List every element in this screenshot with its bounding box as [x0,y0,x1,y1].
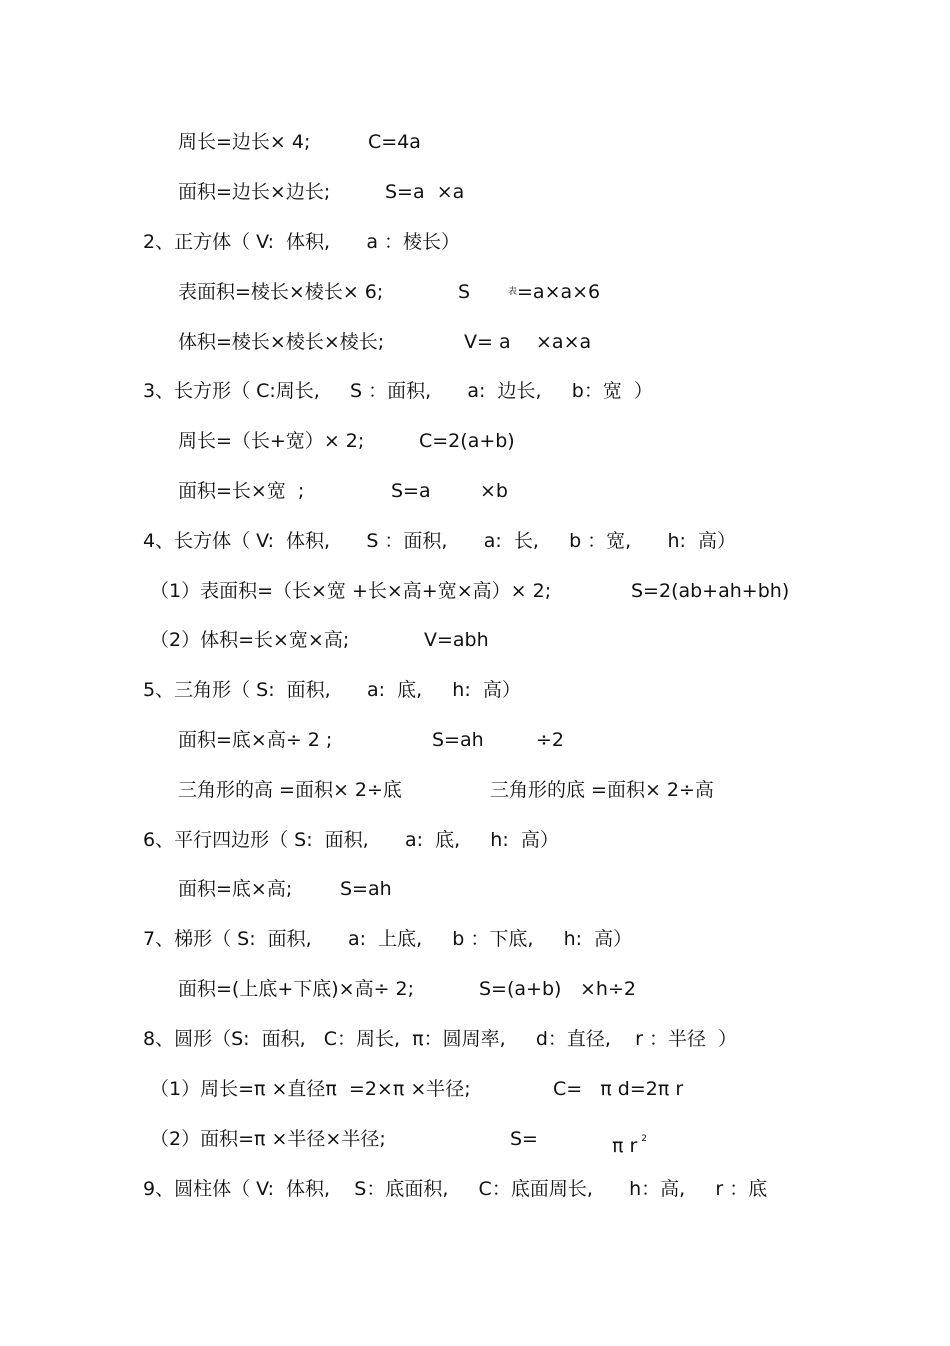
section-heading-text: 8、圆形（S: 面积, C：周长, π：圆周率, d：直径, r ：半径 ） [143,1028,738,1050]
formula-expression-tail: ×b [480,480,508,502]
formula-expression-tail: ÷2 [536,729,565,751]
squared-superscript: 2 [641,1134,648,1144]
triangle-heading [143,675,521,705]
formula-text: 周长=（长+宽）× 2; [178,430,365,452]
cube-surface-line [178,277,601,307]
section-heading-text: 9、圆柱体（ V: 体积, S：底面积, C：底面周长, h：高, r ：底 [143,1178,768,1200]
square-perimeter-line [178,127,421,157]
formula-text: （2）体积=长×宽×高; [150,629,350,651]
parallelogram-area-line [178,874,392,904]
formula-expression: V= a [464,331,511,353]
formula-text: 面积=边长×边长; [178,181,331,203]
section-heading-text: 6、平行四边形（ S: 面积, a: 底, h: 高） [143,829,559,851]
cuboid-heading [143,526,736,556]
cuboid-surface-line [150,576,790,606]
formula-text-second: 三角形的底 =面积× 2÷高 [490,779,714,801]
formula-text: （1）表面积=（长×宽 +长×高+宽×高）× 2; [150,580,552,602]
formula-expression: S=(a+b) [479,978,562,1000]
section-heading-text: 7、梯形（ S: 面积, a: 上底, b ：下底, h: 高） [143,928,633,950]
triangle-derived-line [178,775,714,805]
formula-text: 周长=边长× 4; [178,131,311,153]
formula-expression: S=2(ab+ah+bh) [631,580,790,602]
formula-expression: S= [510,1128,538,1150]
circle-perimeter-line [150,1074,684,1104]
cube-heading [143,227,461,257]
formula-expression: S=a ×a [385,181,465,203]
formula-expression: S [458,281,471,303]
formula-expression: S=ah [432,729,484,751]
trapezoid-area-line [178,974,636,1004]
formula-text: 三角形的高 =面积× 2÷底 [178,779,402,801]
formula-expression: V=abh [424,629,489,651]
formula-expression-tail: ×a×a [536,331,592,353]
cylinder-heading [143,1174,768,1204]
rectangle-area-line [178,476,508,506]
circle-area-line [150,1124,648,1157]
rectangle-perimeter-line [178,426,515,456]
circle-heading [143,1024,738,1054]
formula-expression: S=a [391,480,431,502]
formula-text: 体积=棱长×棱长×棱长; [178,331,385,353]
formula-expression-tail: ×h÷2 [580,978,636,1000]
subscript-label: 表 [508,287,518,297]
formula-text: 面积=(上底+下底)×高÷ 2; [178,978,415,1000]
pi-r-text: π r [612,1135,638,1157]
square-area-line [178,177,465,207]
cuboid-volume-line [150,625,489,655]
section-heading-text: 5、三角形（ S: 面积, a: 底, h: 高） [143,679,521,701]
triangle-area-line [178,725,565,755]
formula-expression-tail: =a×a×6 [517,281,601,303]
cube-volume-line [178,327,592,357]
formula-expression: C=4a [368,131,421,153]
formula-text: （2）面积=π ×半径×半径; [150,1128,386,1150]
formula-text: 面积=底×高; [178,878,293,900]
formula-text: 面积=长×宽 ; [178,480,305,502]
formula-expression: C= π d=2π r [553,1078,684,1100]
parallelogram-heading [143,825,559,855]
formula-expression-tail [612,1124,647,1161]
formula-text: 表面积=棱长×棱长× 6; [178,281,384,303]
section-heading-text: 4、长方体（ V: 体积, S ：面积, a: 长, b ：宽, h: 高） [143,530,736,552]
formula-expression: S=ah [340,878,392,900]
trapezoid-heading [143,924,633,954]
rectangle-heading [143,376,653,406]
formula-text: 面积=底×高÷ 2 ; [178,729,333,751]
section-heading-text: 3、长方形（ C:周长, S ：面积, a: 边长, b：宽 ） [143,380,653,402]
section-heading-text: 2、正方体（ V: 体积, a ：棱长） [143,231,461,253]
formula-text: （1）周长=π ×直径π =2×π ×半径; [150,1078,471,1100]
formula-expression: C=2(a+b) [419,430,515,452]
